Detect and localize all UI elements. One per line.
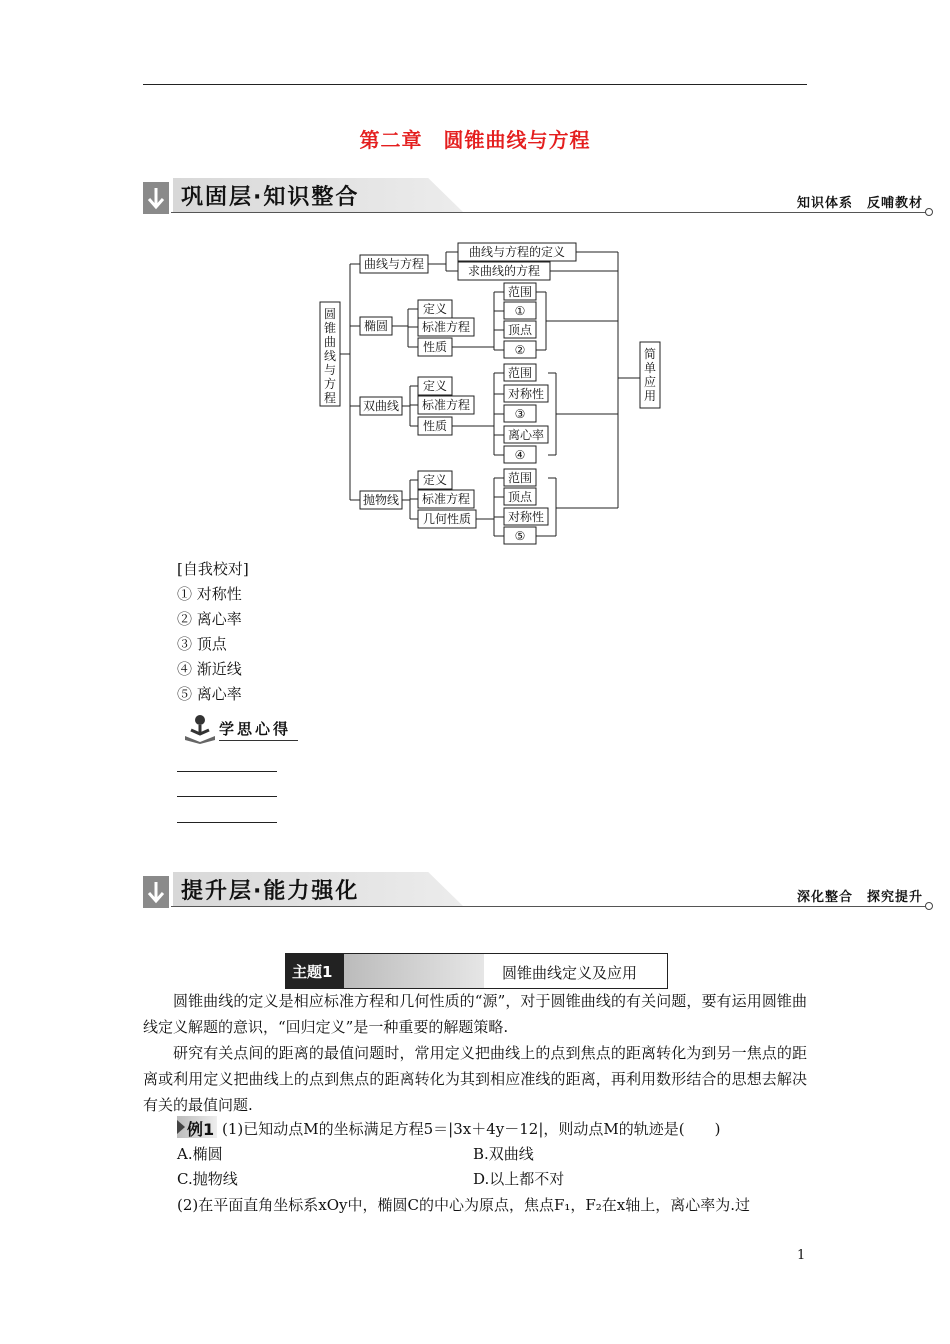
example-badge [177, 1116, 217, 1138]
example-question-2: (2)在平面直角坐标系xOy中，椭圆C的中心为原点，焦点F₁，F₂在x轴上，离心率为.过 [177, 1196, 751, 1214]
option-c: C.抛物线 [177, 1170, 238, 1188]
node-h-prop-4: ④ [514, 448, 526, 462]
section-banner-enhance [143, 872, 935, 912]
node-h-prop-3: ③ [514, 407, 526, 421]
node-curve-find: 求曲线的方程 [467, 264, 541, 278]
node-ellipse: 椭圆 [363, 319, 389, 333]
node-h-prop-symmetry: 对称性 [507, 387, 545, 401]
section-banner-consolidate [143, 178, 935, 218]
node-p-prop-symmetry: 对称性 [507, 510, 545, 524]
topic-label: 主题1 [292, 963, 333, 981]
node-hyperbola: 双曲线 [362, 399, 400, 413]
knowledge-diagram [318, 238, 668, 552]
blank-line [177, 796, 277, 797]
self-check-item: ② 离心率 [177, 610, 242, 628]
self-check-item: ③ 顶点 [177, 635, 227, 653]
down-arrow-icon [143, 182, 169, 214]
self-check-item: ⑤ 离心率 [177, 685, 242, 703]
node-e-prop-2: ② [514, 343, 526, 357]
self-check-item: ④ 渐近线 [177, 660, 242, 678]
paragraph: 研究有关点间的距离的最值问题时，常用定义把曲线上的点到焦点的距离转化为到另一焦点的距离或利用定义把曲线上的点到焦点的距离转化为其到相应准线的距离，再利用数形结合的思想去解决有关的最值问题. [143, 1044, 807, 1114]
option-b: B.双曲线 [473, 1145, 534, 1163]
node-p-prop-5: ⑤ [514, 529, 526, 543]
topic-title: 圆锥曲线定义及应用 [502, 964, 638, 982]
node-hyperbola-def: 定义 [422, 379, 448, 393]
node-p-prop-vertex: 顶点 [507, 490, 533, 504]
node-curve-eq: 曲线与方程 [363, 257, 425, 271]
node-ellipse-def: 定义 [422, 302, 448, 316]
header-rule [143, 84, 807, 85]
node-hyperbola-prop: 性质 [422, 419, 448, 433]
example-question-1: (1)已知动点M的坐标满足方程5＝|3x＋4y－12|，则动点M的轨迹是( ) [222, 1120, 721, 1138]
node-ellipse-prop: 性质 [422, 340, 448, 354]
reading-person-icon [183, 712, 217, 744]
xuesi-label: 学思心得 [219, 720, 292, 738]
node-p-prop-range: 范围 [507, 471, 533, 485]
xuesi-header [183, 712, 298, 744]
self-check-item: ① 对称性 [177, 585, 242, 603]
page-number: 1 [797, 1248, 806, 1263]
option-a: A.椭圆 [177, 1145, 223, 1163]
node-parabola-def: 定义 [422, 473, 448, 487]
section-subtitle: 知识体系 反哺教材 [796, 196, 923, 211]
node-h-prop-ecc: 离心率 [507, 428, 545, 442]
down-arrow-icon [143, 876, 169, 908]
node-e-prop-1: ① [514, 304, 526, 318]
node-curve-def: 曲线与方程的定义 [468, 245, 566, 259]
section-title: 提升层·能力强化 [181, 879, 360, 904]
self-check-title: [自我校对] [177, 560, 249, 578]
node-h-prop-range: 范围 [507, 366, 533, 380]
node-hyperbola-std: 标准方程 [421, 398, 471, 412]
root-label: 圆锥曲线与方程 [323, 307, 337, 405]
blank-line [177, 822, 277, 823]
option-d: D.以上都不对 [473, 1170, 565, 1188]
node-e-prop-range: 范围 [507, 285, 533, 299]
node-application: 简单应用 [643, 347, 657, 403]
triangle-icon [177, 1120, 185, 1134]
chapter-title: 第二章 圆锥曲线与方程 [359, 128, 591, 152]
blank-line [177, 771, 277, 772]
section-title: 巩固层·知识整合 [181, 185, 360, 210]
node-ellipse-std: 标准方程 [421, 320, 471, 334]
node-parabola-std: 标准方程 [421, 492, 471, 506]
dot-icon [925, 902, 933, 910]
paragraph: 圆锥曲线的定义是相应标准方程和几何性质的“源”，对于圆锥曲线的有关问题，要有运用圆锥曲线定义解题的意识，“回归定义”是一种重要的解题策略. [143, 992, 807, 1036]
section-subtitle: 深化整合 探究提升 [796, 890, 923, 905]
example-badge-label: 例1 [187, 1120, 215, 1139]
topic-header [285, 953, 668, 989]
dot-icon [925, 208, 933, 216]
node-parabola-geo: 几何性质 [422, 512, 472, 526]
node-e-prop-vertex: 顶点 [507, 323, 533, 337]
node-parabola: 抛物线 [362, 493, 400, 507]
